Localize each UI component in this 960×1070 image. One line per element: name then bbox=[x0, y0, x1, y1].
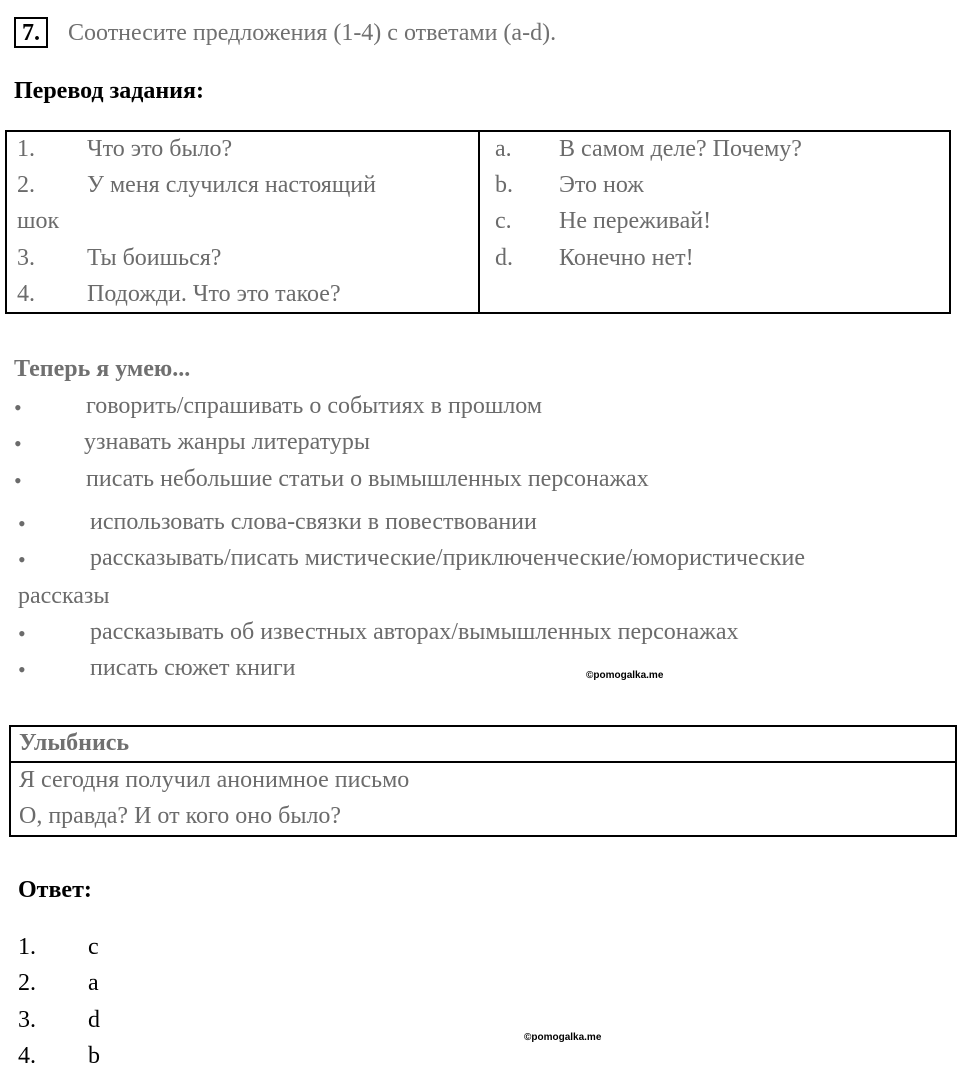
skill-item-6: рассказывать об известных авторах/вымышленных персонажах bbox=[90, 619, 739, 645]
left-item-3-text: Ты боишься? bbox=[87, 245, 222, 271]
answer-item-3-val: d bbox=[88, 1007, 100, 1033]
task-number: 7. bbox=[22, 19, 40, 46]
skill-item-3: писать небольшие статьи о вымышленных персонажах bbox=[86, 466, 649, 492]
translation-table bbox=[5, 130, 951, 314]
right-item-b-num: b. bbox=[495, 172, 513, 198]
skill-item-7: писать сюжет книги bbox=[90, 655, 296, 681]
watermark-2: ©pomogalka.me bbox=[524, 1032, 602, 1043]
answer-heading: Ответ: bbox=[18, 877, 92, 903]
bullet-4: • bbox=[18, 511, 26, 536]
answer-item-4-val: b bbox=[88, 1043, 100, 1069]
task-number-box bbox=[14, 17, 48, 48]
left-item-2-text: У меня случился настоящий bbox=[87, 172, 376, 198]
bullet-5: • bbox=[18, 547, 26, 572]
smile-table bbox=[9, 725, 957, 837]
skill-item-1: говорить/спрашивать о событиях в прошлом bbox=[86, 393, 543, 419]
skill-item-2: узнавать жанры литературы bbox=[84, 429, 370, 455]
right-item-d-text: Конечно нет! bbox=[559, 245, 694, 271]
left-item-2-num: 2. bbox=[17, 172, 35, 198]
bullet-6: • bbox=[18, 621, 26, 646]
now-i-can-heading: Теперь я умею... bbox=[14, 356, 191, 382]
answer-item-4-num: 4. bbox=[18, 1043, 36, 1069]
right-item-b-text: Это нож bbox=[559, 172, 644, 198]
left-item-4-num: 4. bbox=[17, 281, 35, 307]
watermark-1: ©pomogalka.me bbox=[586, 670, 664, 681]
left-item-4-text: Подожди. Что это такое? bbox=[87, 281, 341, 307]
left-item-1-text: Что это было? bbox=[87, 136, 233, 162]
right-item-a-num: a. bbox=[495, 136, 512, 162]
bullet-1: • bbox=[14, 395, 22, 420]
answer-item-1-num: 1. bbox=[18, 934, 36, 960]
right-item-c-num: c. bbox=[495, 208, 512, 234]
answer-item-3-num: 3. bbox=[18, 1007, 36, 1033]
left-item-2-cont: шок bbox=[17, 208, 60, 234]
right-item-d-num: d. bbox=[495, 245, 513, 271]
smile-heading: Улыбнись bbox=[19, 730, 130, 756]
smile-line-1: Я сегодня получил анонимное письмо bbox=[19, 767, 410, 793]
bullet-7: • bbox=[18, 657, 26, 682]
bullet-3: • bbox=[14, 468, 22, 493]
answer-item-2-num: 2. bbox=[18, 970, 36, 996]
left-item-1-num: 1. bbox=[17, 136, 35, 162]
right-item-c-text: Не переживай! bbox=[559, 208, 712, 234]
translation-heading: Перевод задания: bbox=[14, 78, 204, 104]
right-item-a-text: В самом деле? Почему? bbox=[559, 136, 802, 162]
task-instruction: Соотнесите предложения (1-4) с ответами (a-d). bbox=[68, 20, 557, 46]
answer-item-1-val: c bbox=[88, 934, 99, 960]
skill-item-5: рассказывать/писать мистические/приключенческие/юмористические bbox=[90, 545, 806, 571]
left-item-3-num: 3. bbox=[17, 245, 35, 271]
skill-item-4: использовать слова-связки в повествовании bbox=[90, 509, 537, 535]
skill-item-5-cont: рассказы bbox=[18, 583, 110, 609]
smile-line-2: О, правда? И от кого оно было? bbox=[19, 803, 342, 829]
table-divider bbox=[478, 132, 480, 312]
answer-item-2-val: a bbox=[88, 970, 99, 996]
bullet-2: • bbox=[14, 431, 22, 456]
smile-table-divider bbox=[11, 761, 955, 763]
